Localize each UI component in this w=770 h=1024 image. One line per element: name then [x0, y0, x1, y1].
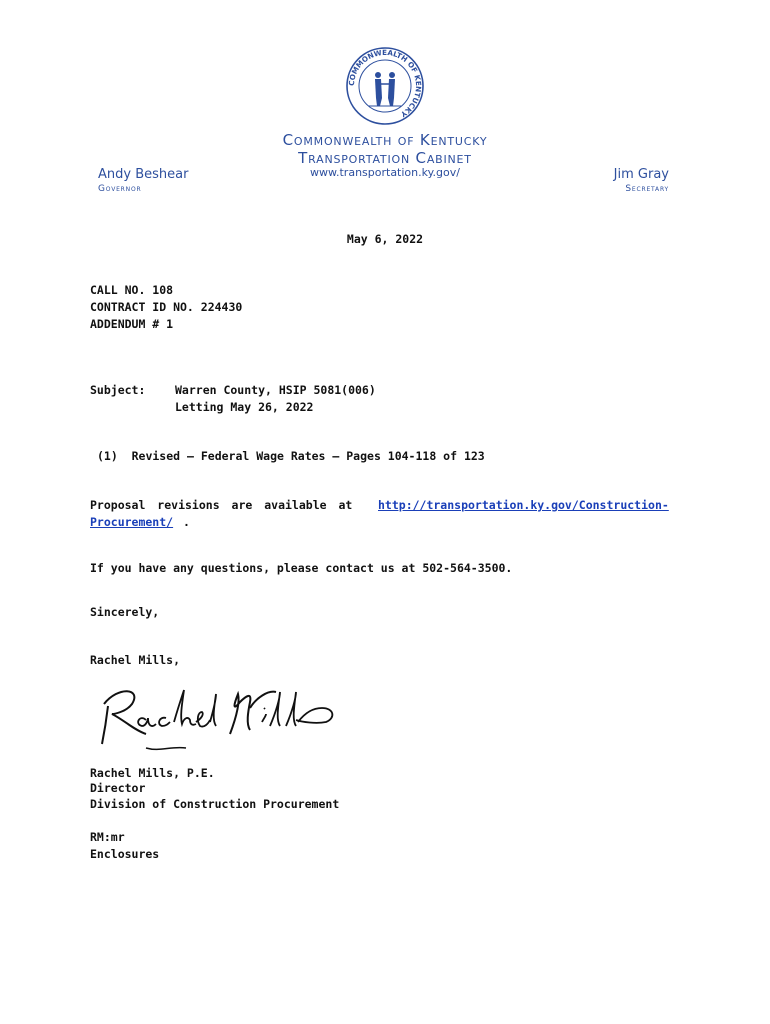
closing: Sincerely,: [90, 605, 160, 619]
svg-text:COMMONWEALTH OF KENTUCKY: COMMONWEALTH OF KENTUCKY: [346, 47, 424, 119]
signer-division: Division of Construction Procurement: [90, 797, 340, 811]
handwritten-signature: [90, 668, 358, 760]
governor-name: Andy Beshear: [98, 167, 189, 182]
contract-id: CONTRACT ID NO. 224430: [90, 300, 243, 314]
enclosures-note: Enclosures: [90, 847, 160, 861]
subject-line-2: Letting May 26, 2022: [175, 400, 314, 414]
addendum-number: ADDENDUM # 1: [90, 317, 174, 331]
proposal-period: .: [183, 515, 190, 529]
letter-date: May 6, 2022: [346, 232, 424, 246]
agency-name: Commonwealth of Kentucky: [282, 131, 488, 149]
secretary-title: Secretary: [625, 184, 669, 194]
kentucky-seal-icon: [345, 46, 425, 126]
agency-cabinet: Transportation Cabinet: [298, 149, 472, 167]
call-number: CALL NO. 108: [90, 283, 174, 297]
secretary-name: Jim Gray: [613, 167, 669, 182]
signer-salutation: Rachel Mills,: [90, 653, 181, 667]
agency-website[interactable]: www.transportation.ky.gov/: [310, 166, 460, 179]
secretary-block: [614, 167, 669, 196]
proposal-link[interactable]: http://transportation.ky.gov/Construction-: [378, 498, 669, 512]
subject-line-1: Warren County, HSIP 5081(006): [175, 383, 376, 397]
signer-name: Rachel Mills, P.E.: [90, 766, 215, 780]
revision-item: (1) Revised – Federal Wage Rates – Pages 104-118 of 123: [97, 449, 485, 463]
proposal-link-continued[interactable]: Procurement/: [90, 515, 174, 529]
signer-title: Director: [90, 781, 146, 795]
proposal-text: Proposal revisions are available at: [90, 498, 353, 512]
governor-title: Governor: [98, 184, 142, 194]
governor-block: [98, 167, 188, 196]
subject-label: Subject:: [90, 383, 146, 397]
reference-initials: RM:mr: [90, 830, 125, 844]
questions-text: If you have any questions, please contact us at 502-564-3500.: [90, 561, 513, 575]
